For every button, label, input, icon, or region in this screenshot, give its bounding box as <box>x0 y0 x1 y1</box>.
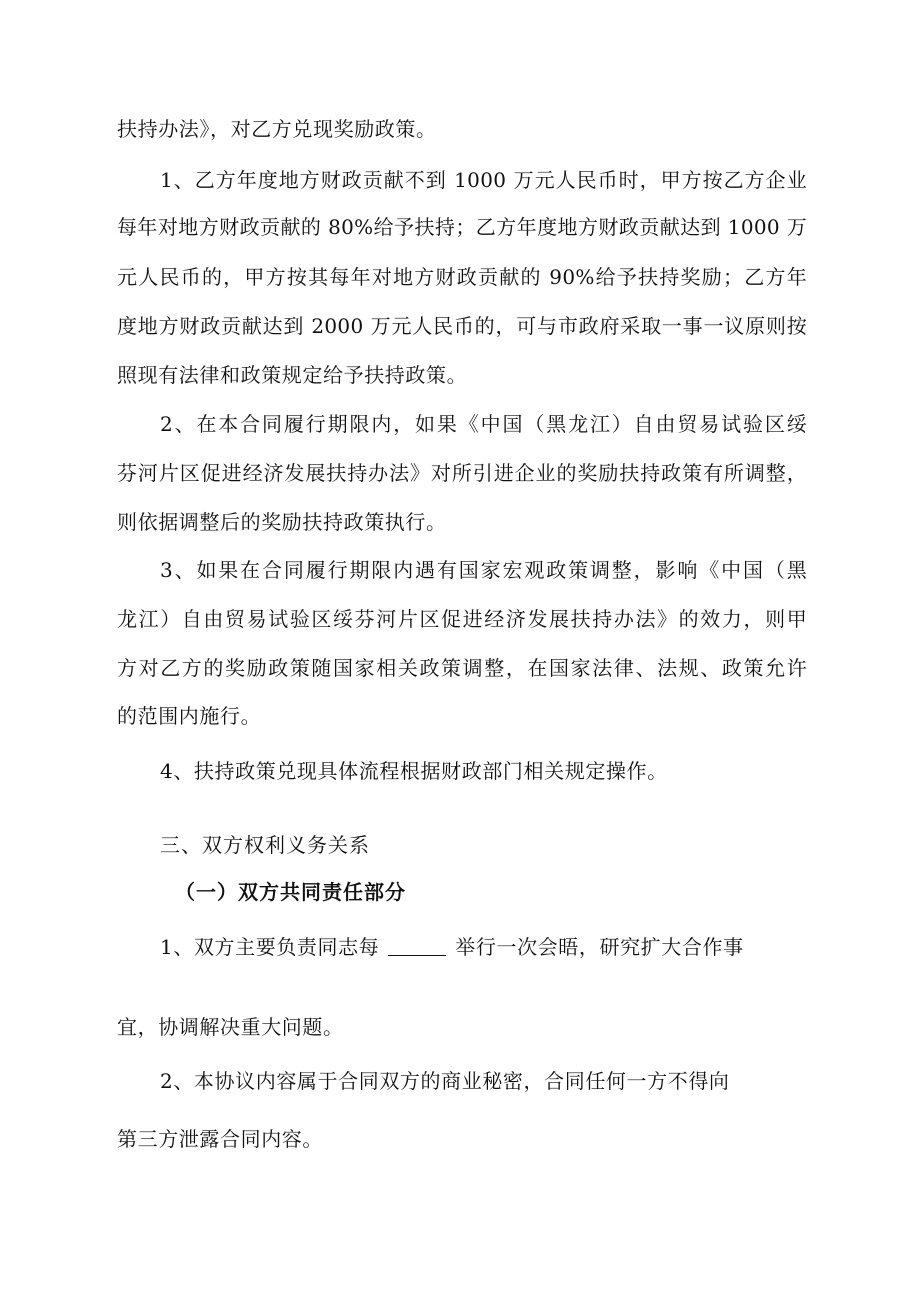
paragraph-continuation-line: 扶持办法》，对乙方兑现奖励政策。 <box>117 117 437 141</box>
para1-line-1: 1、乙方年度地方财政贡献不到 1000 万元人民币时，甲方按乙方企业 <box>160 168 807 192</box>
para1-line-4: 度地方财政贡献达到 2000 万元人民币的，可与市政府采取一事一议原则按 <box>117 314 807 338</box>
para1-line-5: 照现有法律和政策规定给予扶持政策。 <box>117 363 468 387</box>
item1-after-blank: 举行一次会晤，研究扩大合作事 <box>455 935 744 959</box>
para3-line-2: 龙江）自由贸易试验区绥芬河片区促进经济发展扶持办法》的效力，则甲 <box>117 607 807 631</box>
section-3-title: 三、双方权利义务关系 <box>160 833 370 857</box>
para1-line-3: 元人民币的，甲方按其每年对地方财政贡献的 90%给予扶持奖励；乙方年 <box>117 265 807 289</box>
para3-line-4: 的范围内施行。 <box>117 704 262 728</box>
para1-line-2: 每年对地方财政贡献的 80%给予扶持；乙方年度地方财政贡献达到 1000 万 <box>117 215 807 239</box>
fill-in-blank[interactable] <box>388 935 446 956</box>
item1-line-2: 宜，协调解决重大问题。 <box>117 1015 344 1039</box>
para3-line-1: 3、如果在合同履行期限内遇有国家宏观政策调整，影响《中国（黑 <box>160 558 807 582</box>
para3-line-3: 方对乙方的奖励政策随国家相关政策调整，在国家法律、法规、政策允许 <box>117 656 807 680</box>
item2-line-1: 2、本协议内容属于合同双方的商业秘密，合同任何一方不得向 <box>160 1069 730 1093</box>
para4-line-1: 4、扶持政策兑现具体流程根据财政部门相关规定操作。 <box>160 759 668 783</box>
para2-line-2: 芬河片区促进经济发展扶持办法》对所引进企业的奖励扶持政策有所调整， <box>117 461 807 485</box>
para2-line-1: 2、在本合同履行期限内，如果《中国（黑龙江）自由贸易试验区绥 <box>160 412 807 436</box>
subsection-1-title: （一）双方共同责任部分 <box>175 880 406 904</box>
item1-before-blank: 1、双方主要负责同志每 <box>160 935 380 959</box>
item1-line-1 <box>160 932 744 962</box>
item2-line-2: 第三方泄露合同内容。 <box>117 1127 323 1151</box>
para2-line-3: 则依据调整后的奖励扶持政策执行。 <box>117 510 447 534</box>
